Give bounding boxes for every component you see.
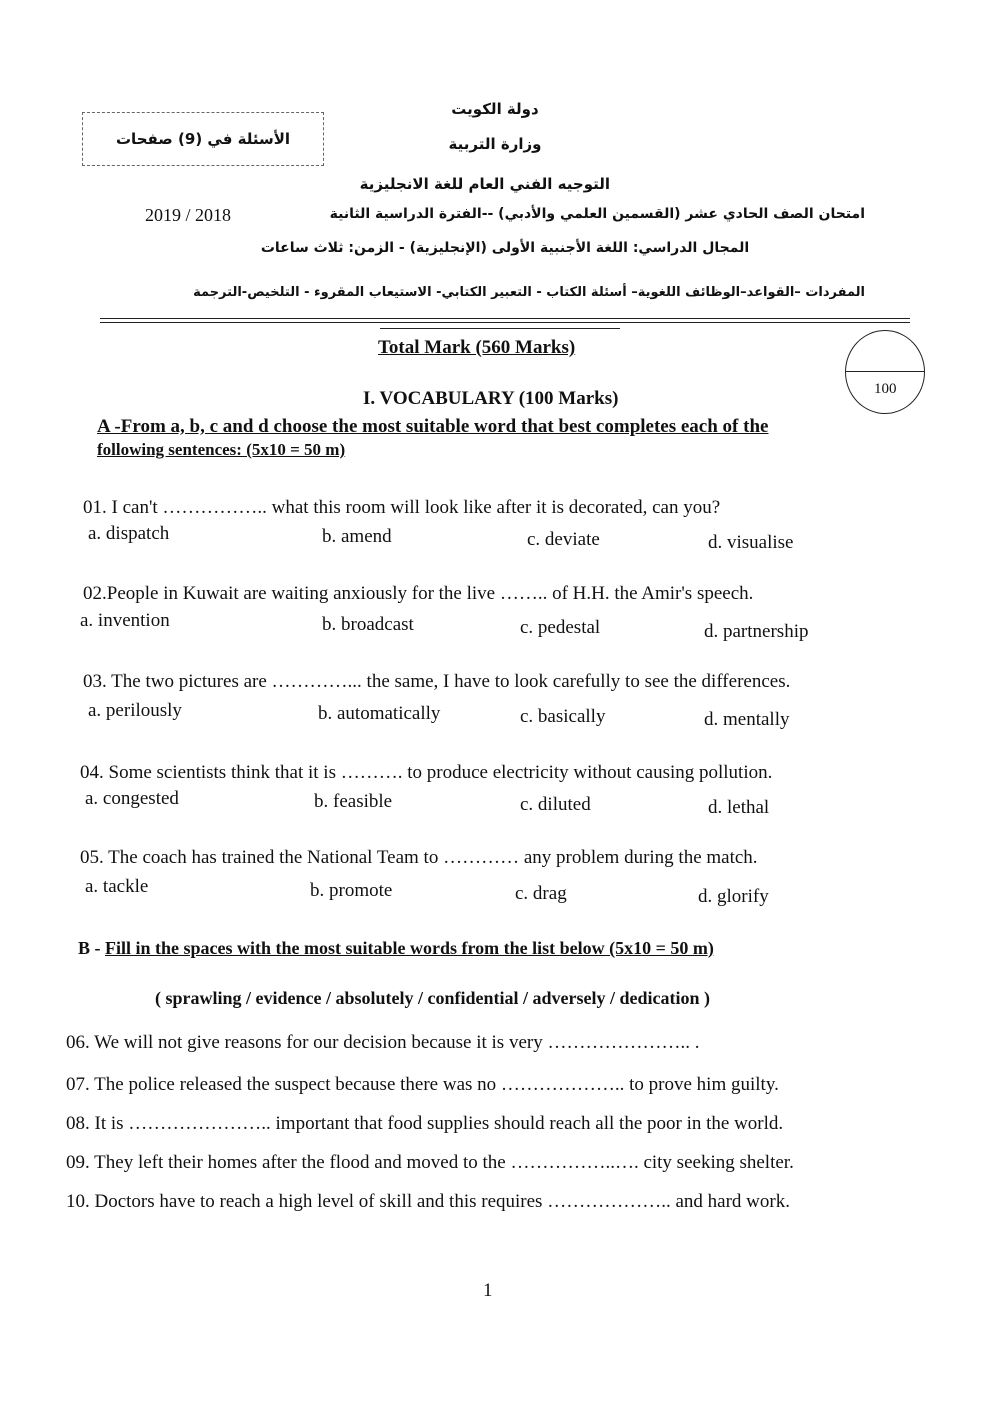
part-b-label: B - <box>78 938 105 958</box>
divider <box>380 328 620 329</box>
header-department: التوجيه الفني العام للغة الانجليزية <box>359 175 610 193</box>
section-score: 100 <box>874 381 897 397</box>
divider <box>100 318 910 319</box>
option-d: d. mentally <box>704 709 790 730</box>
option-d: d. partnership <box>704 621 809 642</box>
option-c: c. basically <box>520 706 606 727</box>
header-country: دولة الكويت <box>451 100 539 118</box>
header-sections: المفردات –القواعد–الوظائف اللغوية– أسئلة الكتاب - التعبير الكتابي- الاستيعاب المقروء - التلخيص-الترجمة <box>193 285 865 300</box>
option-d: d. glorify <box>698 886 769 907</box>
page-number: 1 <box>483 1280 493 1301</box>
option-b: b. automatically <box>318 703 441 724</box>
header-year: 2019 / 2018 <box>145 205 232 225</box>
part-b-instruction <box>78 938 714 959</box>
option-a: a. perilously <box>88 700 182 721</box>
option-a: a. tackle <box>85 876 149 897</box>
header-ministry: وزارة التربية <box>448 135 542 153</box>
word-list: ( sprawling / evidence / absolutely / confidential / adversely / dedication ) <box>155 988 710 1008</box>
part-a-instruction: A -From a, b, c and d choose the most suitable word that best completes each of the <box>97 416 769 437</box>
option-c: c. pedestal <box>520 617 601 638</box>
question-09: 09. They left their homes after the flood and moved to the ……………..…. city seeking shelter. <box>66 1152 794 1173</box>
option-b: b. broadcast <box>322 614 414 635</box>
option-a: a. congested <box>85 788 179 809</box>
score-circle <box>845 330 925 414</box>
question-03: 03. The two pictures are …………... the same, I have to look carefully to see the differences. <box>83 671 791 692</box>
part-b-instruction-text: Fill in the spaces with the most suitable words from the list below (5x10 = 50 m) <box>105 938 714 958</box>
question-10: 10. Doctors have to reach a high level of skill and this requires ……………….. and hard work. <box>66 1191 790 1212</box>
pages-note: الأسئلة في (9) صفحات <box>115 130 291 148</box>
pages-note-box <box>82 112 324 166</box>
option-d: d. lethal <box>708 797 770 818</box>
option-a: a. dispatch <box>88 523 170 544</box>
divider <box>100 322 910 323</box>
option-a: a. invention <box>80 610 170 631</box>
question-01: 01. I can't …………….. what this room will look like after it is decorated, can you? <box>83 497 721 518</box>
option-c: c. drag <box>515 883 567 904</box>
question-05: 05. The coach has trained the National Team to ………… any problem during the match. <box>80 847 758 868</box>
header-subject: المجال الدراسي: اللغة الأجنبية الأولى (الإنجليزية) - الزمن: ثلاث ساعات <box>260 240 750 256</box>
question-06: 06. We will not give reasons for our decision because it is very ………………….. . <box>66 1032 700 1053</box>
option-c: c. diluted <box>520 794 591 815</box>
total-mark: Total Mark (560 Marks) <box>378 337 576 358</box>
question-07: 07. The police released the suspect because there was no ……………….. to prove him guilty. <box>66 1074 779 1095</box>
part-a-instruction-2: following sentences: (5x10 = 50 m) <box>97 440 346 459</box>
option-d: d. visualise <box>708 532 794 553</box>
option-b: b. feasible <box>314 791 393 812</box>
option-b: b. amend <box>322 526 392 547</box>
option-b: b. promote <box>310 880 393 901</box>
vocabulary-title: I. VOCABULARY (100 Marks) <box>363 388 619 409</box>
question-02: 02.People in Kuwait are waiting anxiously for the live …….. of H.H. the Amir's speech. <box>83 583 754 604</box>
option-c: c. deviate <box>527 529 600 550</box>
question-04: 04. Some scientists think that it is ………. to produce electricity without causing pollution. <box>80 762 773 783</box>
header-exam: امتحان الصف الحادي عشر (القسمين العلمي والأدبي) --الفترة الدراسية الثانية <box>329 206 865 222</box>
question-08: 08. It is ………………….. important that food supplies should reach all the poor in the world. <box>66 1113 784 1134</box>
